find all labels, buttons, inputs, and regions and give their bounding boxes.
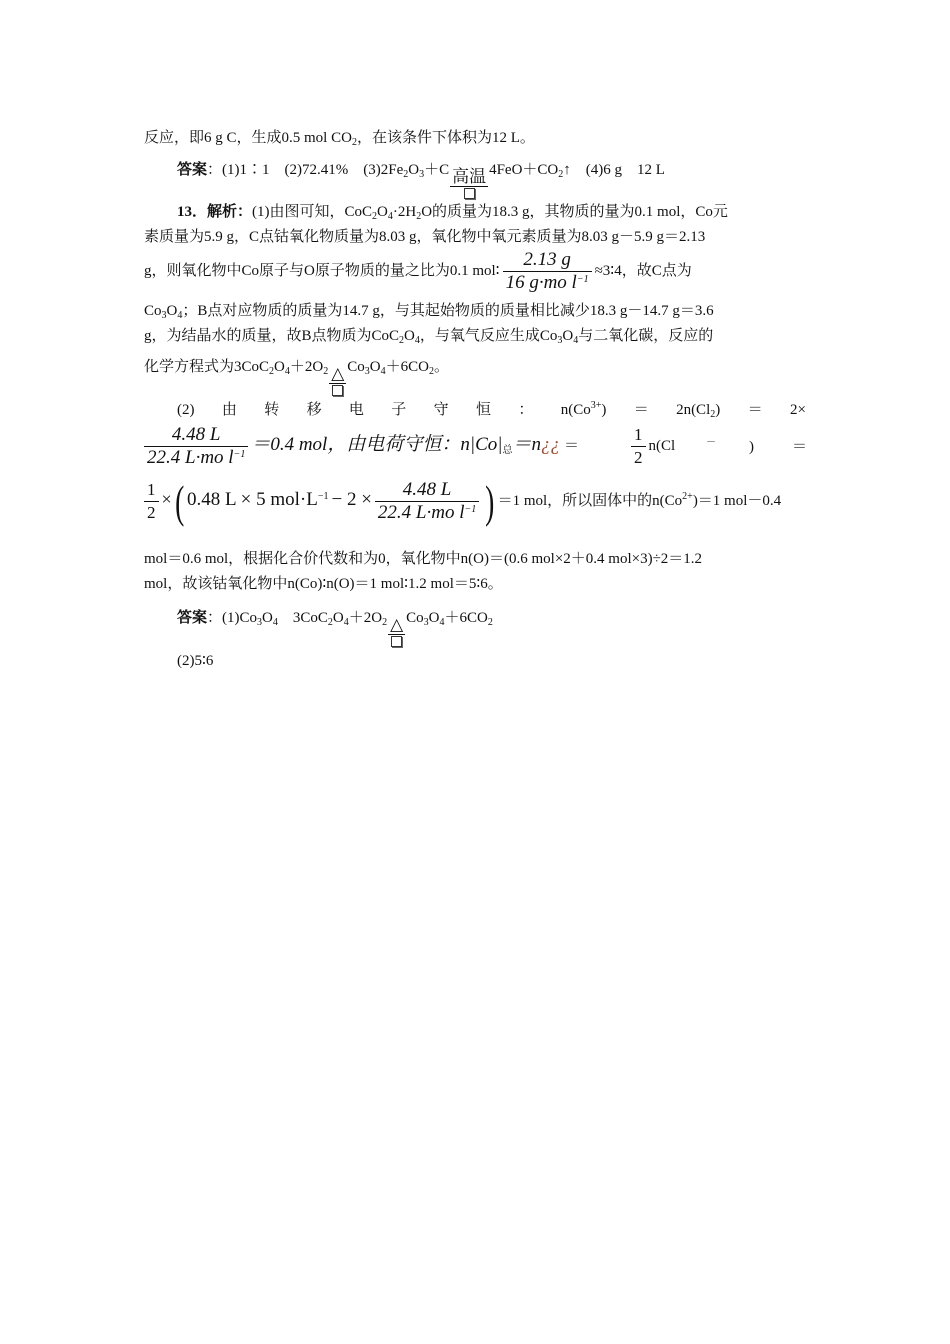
text: mol＝0.6 mol，根据化合价代数和为0，氧化物中n(O)＝(0.6 mol×2＋0.4 mol×3)÷2＝1.2 bbox=[144, 551, 703, 567]
text: 与二氧化碳，反应的 bbox=[578, 328, 714, 344]
text-line bbox=[144, 475, 782, 527]
subscript: 2 bbox=[428, 366, 434, 377]
subscript: 3 bbox=[423, 617, 429, 628]
text: ＝ bbox=[792, 439, 808, 455]
token: ＝ bbox=[747, 402, 763, 418]
subscript: 总 bbox=[502, 444, 513, 456]
text: (2)5∶6 bbox=[177, 653, 214, 669]
subscript: 3 bbox=[557, 335, 563, 346]
text: ) bbox=[749, 439, 754, 455]
text: ↑ (4)6 g 12 L bbox=[563, 162, 665, 178]
text: O bbox=[166, 303, 178, 319]
text: 。 bbox=[433, 359, 449, 375]
subscript: 2 bbox=[269, 366, 275, 377]
text: 4FeO＋CO bbox=[489, 162, 559, 178]
subscript: 4 bbox=[380, 366, 386, 377]
numerator: 1 bbox=[147, 480, 156, 499]
fraction bbox=[631, 425, 646, 468]
fraction bbox=[144, 425, 248, 468]
denominator bbox=[375, 501, 479, 523]
subscript: 2 bbox=[323, 366, 329, 377]
text: 2n(Cl bbox=[676, 402, 711, 418]
subscript: 3 bbox=[257, 617, 263, 628]
subscript: 2 bbox=[487, 617, 493, 628]
subscript: 2 bbox=[351, 137, 357, 148]
denominator bbox=[503, 271, 592, 293]
subscript: 2 bbox=[416, 211, 422, 222]
text-line bbox=[144, 227, 705, 247]
text: Co bbox=[406, 610, 424, 626]
text: )＝1 mol－0.4 bbox=[692, 492, 782, 509]
token: 电 bbox=[348, 402, 364, 418]
abs-bar: | bbox=[469, 433, 476, 455]
text: ，在该条件下体积为12 L。 bbox=[356, 130, 535, 146]
text-line bbox=[177, 651, 213, 671]
subscript: 2 bbox=[372, 211, 378, 222]
den-text: 16 g·mo l bbox=[505, 272, 577, 293]
answer-label: 答案 bbox=[177, 610, 208, 626]
paren: ( bbox=[174, 475, 184, 527]
box-icon bbox=[332, 385, 343, 396]
subscript: 2 bbox=[399, 335, 405, 346]
text-line bbox=[144, 250, 692, 293]
condition-text: △ bbox=[390, 615, 404, 634]
subscript: 3 bbox=[364, 366, 370, 377]
denominator: 2 bbox=[631, 446, 646, 468]
box-icon bbox=[464, 188, 475, 199]
section-head: 13．解析： bbox=[177, 204, 253, 220]
abs-bar: | bbox=[497, 433, 503, 455]
subscript: 4 bbox=[439, 617, 445, 628]
token: 守 bbox=[433, 402, 449, 418]
superscript: 2+ bbox=[682, 490, 693, 502]
text: 0.48 L × 5 mol·L bbox=[186, 488, 318, 510]
text: ＝0.4 mol，由电荷守恒：n bbox=[251, 433, 470, 455]
text: O bbox=[332, 610, 344, 626]
condition-text: △ bbox=[331, 364, 345, 383]
subscript: 3 bbox=[419, 169, 425, 180]
text: Co bbox=[347, 359, 365, 375]
subscript: 4 bbox=[272, 617, 278, 628]
subscript: 2 bbox=[382, 617, 388, 628]
subscript: 4 bbox=[387, 211, 393, 222]
text: ＋6CO bbox=[385, 359, 429, 375]
text-line bbox=[144, 128, 535, 148]
paren: ) bbox=[485, 475, 495, 527]
subscript: 4 bbox=[177, 310, 183, 321]
text: ＋C bbox=[424, 162, 450, 178]
subscript: 2 bbox=[327, 617, 333, 628]
text-line bbox=[177, 202, 728, 222]
text: ≈3∶4，故C点为 bbox=[594, 262, 692, 279]
token: 由 bbox=[221, 402, 237, 418]
answer-line bbox=[177, 160, 665, 199]
token: ： bbox=[518, 402, 534, 418]
text: 3CoC bbox=[277, 610, 328, 626]
token: 恒 bbox=[476, 402, 492, 418]
numerator: 4.48 L bbox=[402, 479, 452, 500]
reaction-condition bbox=[450, 168, 488, 199]
text: − 2 × bbox=[331, 488, 372, 510]
text: ，与氧气反应生成Co bbox=[419, 328, 558, 344]
text: Co bbox=[475, 433, 498, 455]
text-line: $\frac{4.48 L}{22.4 L\cdot mo l^{-1}}$ ＝0.4 mol，由电荷守恒：$n|Co|_总=n¿¿$ ＝ $\frac{1}{2}$ n(Cl － ) ＝ bbox=[144, 425, 806, 468]
text-line bbox=[144, 549, 702, 569]
superscript: −1 bbox=[317, 490, 329, 502]
reaction-condition bbox=[329, 365, 346, 396]
token: 移 bbox=[306, 402, 322, 418]
fraction bbox=[375, 480, 479, 523]
text: 素质量为5.9 g，C点钴氧化物质量为8.03 g，氧化物中氧元素质量为8.03 g－5.9 g＝2.13 bbox=[144, 229, 706, 245]
subscript: 4 bbox=[414, 335, 420, 346]
text: ＋2O bbox=[348, 610, 383, 626]
text: O bbox=[377, 204, 388, 220]
token: 子 bbox=[391, 402, 407, 418]
text-line bbox=[144, 574, 503, 594]
text: 反应，即6 g C，生成0.5 mol CO bbox=[144, 130, 352, 146]
text: g，则氧化物中Co原子与O原子物质的量之比为0.1 mol∶ bbox=[144, 262, 500, 279]
den-text: 22.4 L·mo l bbox=[147, 447, 234, 468]
numerator: 4.48 L bbox=[171, 424, 221, 445]
text: ；B点对应物质的质量为14.7 g，与其起始物质的质量相比减少18.3 g－14.7 g＝3.6 bbox=[182, 303, 714, 319]
text: ：(1)1∶1 (2)72.41% (3)2Fe bbox=[207, 162, 404, 178]
text: O bbox=[369, 359, 381, 375]
exponent: −1 bbox=[576, 274, 589, 285]
text: n(Cl bbox=[648, 437, 676, 454]
token: $2n(Cl_2)$ bbox=[676, 402, 721, 420]
subscript: 2 bbox=[558, 169, 564, 180]
superscript: 3+ bbox=[590, 400, 602, 411]
text-line bbox=[144, 301, 714, 321]
text: ＝1 mol，所以固体中的n(Co bbox=[497, 492, 683, 509]
text: ：(1)Co bbox=[207, 610, 258, 626]
exponent: −1 bbox=[233, 449, 246, 460]
text: O的质量为18.3 g，其物质的量为0.1 mol，Co元 bbox=[421, 204, 728, 220]
den-text: 22.4 L·mo l bbox=[377, 502, 465, 523]
answer-label: 答案 bbox=[177, 162, 208, 178]
subscript: 3 bbox=[161, 310, 167, 321]
text: ＝n bbox=[512, 433, 542, 455]
text: (1)由图可知，CoC bbox=[252, 204, 373, 220]
text: g，为结晶水的质量，故B点物质为CoC bbox=[144, 328, 400, 344]
garbled-text: ¿¿ bbox=[541, 433, 561, 455]
text: ＋6CO bbox=[444, 610, 488, 626]
token: ＝ bbox=[633, 402, 649, 418]
subscript: 2 bbox=[403, 169, 409, 180]
token: 2× bbox=[789, 402, 806, 418]
text: O bbox=[562, 328, 574, 344]
text: O bbox=[404, 328, 415, 344]
text: n(Co bbox=[560, 402, 591, 418]
denominator bbox=[144, 446, 248, 468]
token: 转 bbox=[264, 402, 280, 418]
text: O bbox=[428, 610, 440, 626]
text-line bbox=[144, 357, 449, 396]
numerator: 2.13 g bbox=[523, 249, 571, 270]
text: ＋2O bbox=[289, 359, 324, 375]
exponent: −1 bbox=[464, 504, 477, 515]
text: O bbox=[262, 610, 273, 626]
text-line bbox=[177, 400, 806, 420]
text: 化学方程式为3CoC bbox=[144, 359, 270, 375]
text: mol，故该钴氧化物中n(Co)∶n(O)＝1 mol∶1.2 mol＝5∶6。 bbox=[144, 576, 503, 592]
token: (2) bbox=[177, 402, 195, 418]
denominator: 2 bbox=[144, 501, 159, 523]
subscript: 4 bbox=[284, 366, 290, 377]
text: ＝ bbox=[564, 437, 580, 454]
condition-text: 高温 bbox=[452, 167, 487, 186]
text: O bbox=[408, 162, 420, 178]
answer-line bbox=[177, 608, 493, 647]
text-line bbox=[144, 326, 713, 346]
token: $n(Co^{3+})$ bbox=[560, 400, 607, 418]
subscript: 4 bbox=[573, 335, 579, 346]
subscript: 2 bbox=[710, 409, 716, 420]
box-icon bbox=[391, 636, 402, 647]
text: × bbox=[161, 488, 172, 509]
numerator: 1 bbox=[634, 425, 643, 444]
half-group bbox=[628, 425, 675, 468]
fraction bbox=[144, 480, 159, 523]
text: O bbox=[274, 359, 285, 375]
text: ·2H bbox=[392, 204, 417, 220]
subscript: 4 bbox=[343, 617, 349, 628]
reaction-condition bbox=[388, 616, 405, 647]
fraction bbox=[503, 250, 592, 293]
text: Co bbox=[144, 303, 162, 319]
